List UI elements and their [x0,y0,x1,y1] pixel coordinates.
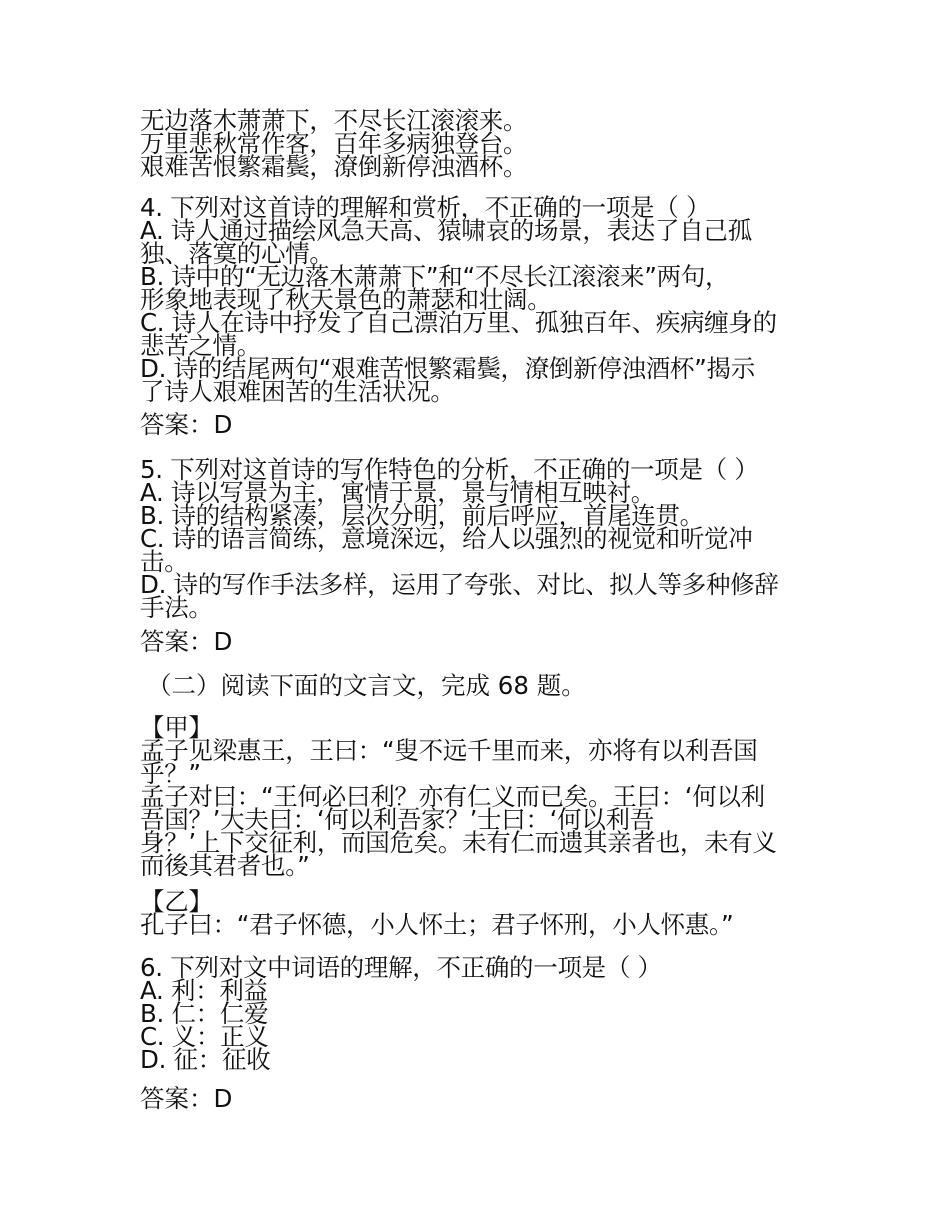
option-d-cont: 手法。 [140,593,213,622]
answer-4: 答案：D [140,410,233,439]
passage-line: 孔子曰：“君子怀德，小人怀土；君子怀刑，小人怀惠。” [140,910,734,939]
passage-yi [140,887,820,939]
option-d: D. 诗的写作手法多样，运用了夸张、对比、拟人等多种修辞 [140,570,779,599]
option-b: B. 诗的结构紧凑，层次分明，前后呼应，首尾连贯。 [140,501,704,530]
option-b: B. 诗中的“无边落木萧萧下”和“不尽长江滚滚来”两句， [140,262,730,291]
passage-label: 【甲】 [140,713,213,742]
option-a: A. 利：利益 [140,976,268,1005]
poem-text [140,106,820,181]
option-c: C. 诗的语言简练，意境深远，给人以强烈的视觉和听觉冲 [140,524,753,553]
option-c-cont: 悲苦之情。 [140,331,261,360]
option-a: A. 诗以写景为主，寓情于景，景与情相互映衬。 [140,478,656,507]
poem-line: 无边落木萧萧下，不尽长江滚滚来。 [140,106,528,135]
passage-line: 身？’上下交征利，而国危矣。未有仁而遗其亲者也，未有义 [140,828,777,857]
poem-line: 万里悲秋常作客，百年多病独登台。 [140,129,528,158]
option-d-cont: 了诗人艰难困苦的生活状况。 [140,377,455,406]
passage-line: 乎？” [140,759,201,788]
option-d: D. 征：征收 [140,1045,271,1074]
option-c: C. 义：正义 [140,1022,269,1051]
passage-label: 【乙】 [140,887,213,916]
poem-line: 艰难苦恨繁霜鬓，潦倒新停浊酒杯。 [140,152,528,181]
option-d: D. 诗的结尾两句“艰难苦恨繁霜鬓，潦倒新停浊酒杯”揭示 [140,354,755,383]
passage-line: 孟子对曰：“王何必曰利？亦有仁义而已矣。王曰：‘何以利 [140,782,765,811]
option-b: B. 仁：仁爱 [140,999,269,1028]
option-c: C. 诗人在诗中抒发了自己漂泊万里、孤独百年、疾病缠身的 [140,308,777,337]
question-4 [140,193,820,406]
passage-line: 而後其君者也。” [140,851,310,880]
question-stem: 4. 下列对这首诗的理解和赏析，不正确的一项是（ ） [140,193,711,222]
answer-6: 答案：D [140,1084,233,1113]
passage-line: 吾国？’大夫曰：‘何以利吾家？’士曰：‘何以利吾 [140,805,654,834]
answer-5: 答案：D [140,627,233,656]
option-b-cont: 形象地表现了秋天景色的萧瑟和壮阔。 [140,285,552,314]
passage-line: 孟子见梁惠王，王曰：“叟不远千里而来，亦将有以利吾国 [140,736,758,765]
question-6 [140,953,820,1074]
option-c-cont: 击。 [140,547,189,576]
option-a: A. 诗人通过描绘风急天高、猿啸哀的场景，表达了自己孤 [140,216,752,245]
option-a-cont: 独、落寞的心情。 [140,239,334,268]
section-heading: （二）阅读下面的文言文，完成 68 题。 [147,671,586,700]
question-5 [140,455,820,622]
question-stem: 5. 下列对这首诗的写作特色的分析，不正确的一项是（ ） [140,455,759,484]
passage-jia [140,713,820,880]
question-stem: 6. 下列对文中词语的理解，不正确的一项是（ ） [140,953,662,982]
